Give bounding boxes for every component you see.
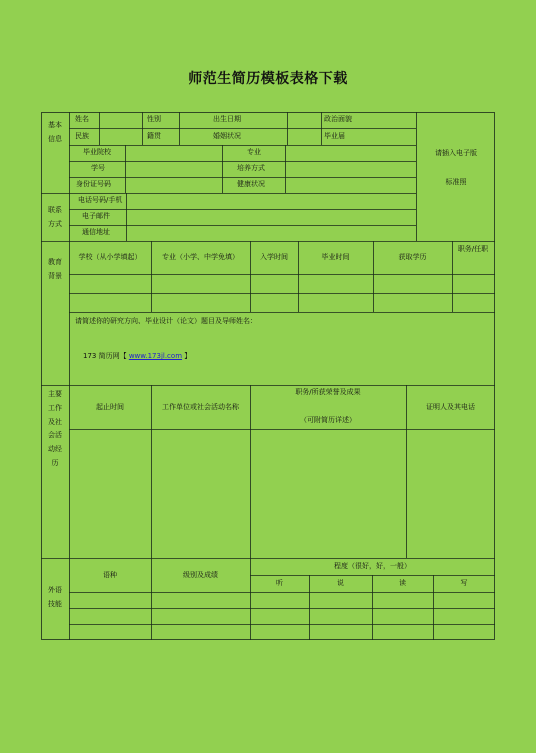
label-phone: 电话号码/手机: [78, 196, 123, 204]
label-politics: 政治面貌: [324, 115, 352, 123]
page-title: 师范生简历模板表格下载: [188, 71, 348, 87]
photo-prompt: 请插入电子版: [435, 149, 477, 157]
section-work: 主要工作及社会活动经历: [48, 390, 62, 467]
label-school: 毕业院校: [83, 148, 111, 156]
edu-header-school: 学校（从小学填起）: [78, 253, 142, 261]
section-education: 教育背景: [48, 258, 62, 280]
label-gender: 性别: [147, 115, 161, 123]
label-major: 专业: [247, 148, 261, 156]
edu-header-degree: 获取学历: [398, 253, 427, 261]
lang-header-level: 级别及成绩: [183, 571, 218, 579]
work-header-org: 工作单位或社会活动名称: [162, 403, 239, 411]
work-header-reference: 证明人及其电话: [426, 403, 475, 411]
work-header-duty: 职务/所获荣誉及成果: [295, 388, 361, 396]
label-training: 培养方式: [237, 164, 265, 172]
site-credit-prefix: 173 简历网【: [83, 352, 127, 360]
label-email: 电子邮件: [82, 212, 110, 220]
edu-header-position: 职务/任职: [457, 245, 489, 253]
lang-header-listen: 听: [276, 579, 283, 587]
edu-header-major: 专业（小学、中学免填）: [162, 253, 239, 261]
photo-prompt-2: 标准照: [445, 178, 467, 186]
research-prompt: 请简述你的研究方向、毕业设计（论文）题目及导师姓名：: [75, 317, 257, 325]
section-basic-info: 基本信息: [48, 121, 62, 143]
label-address: 通信地址: [82, 228, 110, 236]
section-contact: 联系方式: [48, 206, 62, 228]
work-header-duty-note: （可附简历详述）: [300, 416, 356, 424]
label-health: 健康状况: [237, 180, 265, 188]
section-language: 外语技能: [48, 586, 62, 608]
lang-header-speak: 说: [337, 579, 344, 587]
lang-header-language: 语种: [103, 571, 117, 579]
label-ethnicity: 民族: [75, 132, 89, 140]
edu-header-graduate: 毕业时间: [321, 253, 350, 261]
label-dob: 出生日期: [213, 115, 241, 123]
site-credit: [83, 352, 191, 361]
site-link[interactable]: www.173jl.com: [128, 352, 183, 360]
lang-header-read: 读: [399, 579, 406, 587]
lang-header-write: 写: [460, 579, 468, 587]
site-credit-suffix: 】: [184, 352, 192, 360]
label-grad-year: 毕业届: [324, 132, 345, 140]
lang-header-proficiency: 程度（很好，好，一般）: [334, 562, 411, 570]
label-marital: 婚姻状况: [213, 132, 241, 140]
work-header-period: 起止时间: [96, 403, 124, 411]
label-origin: 籍贯: [147, 132, 161, 140]
table-grid: [41, 112, 495, 640]
label-student-id: 学号: [91, 164, 105, 172]
label-name: 姓名: [75, 115, 89, 123]
label-id-no: 身份证号码: [76, 180, 111, 188]
resume-form-table: [41, 112, 495, 640]
edu-header-enroll: 入学时间: [260, 253, 288, 261]
